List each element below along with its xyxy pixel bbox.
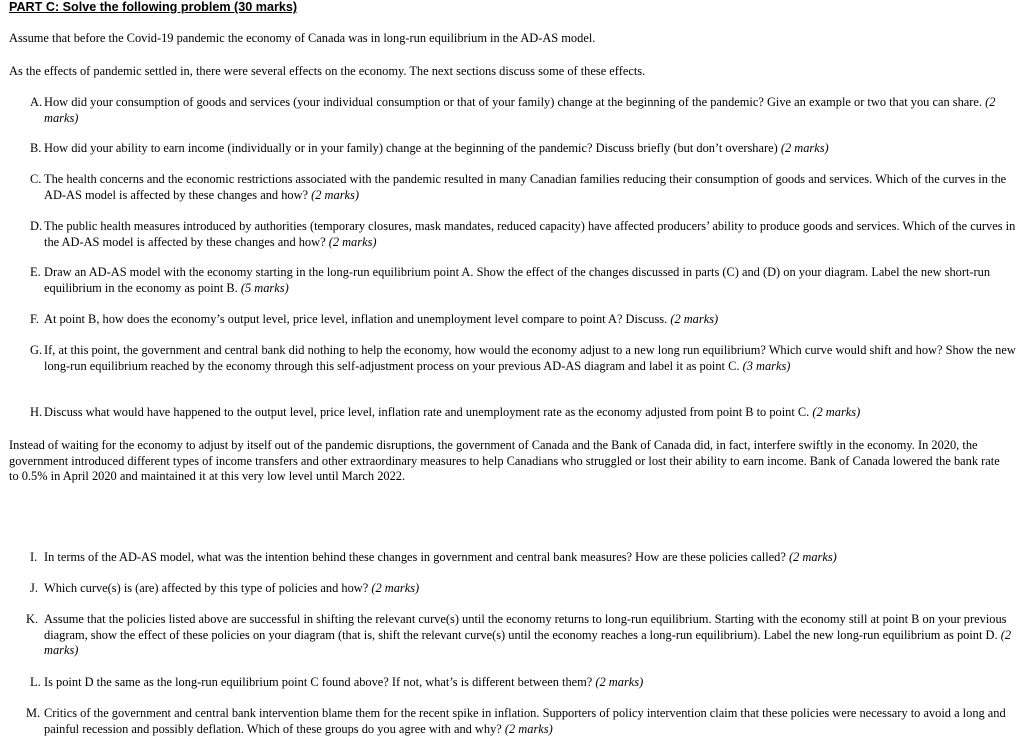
question-l — [30, 675, 1024, 691]
question-letter: F. — [30, 312, 39, 326]
question-text: Assume that the policies listed above are successful in shifting the relevant curve(s) until the economy returns to long-run equilibrium. Starting with the economy still at point B on your previous diagram, show the effect of these policies on your diagram (that is, shift the relevant curve(s) until the economy reaches a long-run equilibrium). Label the new long-run equilibrium as point D. — [44, 612, 1007, 642]
question-text: Discuss what would have happened to the output level, price level, inflation rate and unemployment rate as the economy adjusted from point B to point C. — [44, 405, 810, 419]
question-letter: G. — [30, 343, 43, 357]
question-text: How did your ability to earn income (individually or in your family) change at the beginning of the pandemic? Discuss briefly (but don’t overshare) — [44, 141, 778, 155]
question-letter: A. — [30, 95, 43, 109]
question-text: How did your consumption of goods and services (your individual consumption or that of your family) change at the beginning of the pandemic? Give an example or two that you can share. — [44, 95, 983, 109]
question-text: If, at this point, the government and central bank did nothing to help the economy, how would the economy adjust to a new long run equilibrium? Which curve would shift and how? Show the new long-run equilibrium reached by the economy through this self-adjustment process on your previous AD-AS diagram and label it as point C. — [44, 343, 1016, 373]
question-letter: I. — [30, 550, 38, 564]
question-marks: (2 marks) — [788, 550, 837, 564]
question-marks: (3 marks) — [742, 358, 791, 373]
question-marks: (2 marks) — [44, 627, 1012, 657]
question-letter: J. — [30, 581, 38, 595]
question-marks: (5 marks) — [240, 280, 289, 295]
question-d — [30, 219, 1024, 250]
question-marks: (2 marks) — [780, 141, 829, 155]
question-text: In terms of the AD-AS model, what was the intention behind these changes in government and central bank measures? How are these policies called? — [44, 550, 786, 564]
intro-paragraph-2: As the effects of pandemic settled in, there were several effects on the economy. The next sections discuss some of these effects. — [9, 64, 646, 78]
question-m — [26, 706, 1024, 737]
question-letter: E. — [30, 265, 41, 279]
question-text: At point B, how does the economy’s output level, price level, inflation and unemployment level compare to point A? Discuss. — [44, 312, 668, 326]
question-marks: (2 marks) — [595, 675, 644, 689]
question-marks: (2 marks) — [504, 721, 553, 736]
question-letter: M. — [26, 706, 41, 720]
question-b — [30, 141, 1024, 157]
question-e — [30, 265, 1024, 296]
question-marks: (2 marks) — [812, 405, 861, 419]
question-text: The public health measures introduced by authorities (temporary closures, mask mandates, reduced capacity) have affected producers’ ability to produce goods and services. Which of the curves in the AD-AS model is affected by these changes and how? — [44, 219, 1016, 249]
question-letter: D. — [30, 219, 43, 233]
question-marks: (2 marks) — [328, 234, 377, 249]
question-text: The health concerns and the economic restrictions associated with the pandemic resulted in many Canadian families reducing their consumption of goods and services. Which of the curves in the AD-AS model is affected by these changes and how? — [44, 172, 1007, 202]
question-f — [30, 312, 1024, 328]
question-a — [30, 95, 1024, 126]
question-k — [26, 612, 1024, 659]
question-j — [30, 581, 1024, 597]
question-g — [30, 343, 1024, 374]
question-text: Is point D the same as the long-run equilibrium point C found above? If not, what’s is different between them? — [44, 675, 593, 689]
question-text: Draw an AD-AS model with the economy starting in the long-run equilibrium point A. Show the effect of the changes discussed in parts (C) and (D) on your diagram. Label the new short-run equilibrium in the economy as point B. — [44, 265, 991, 295]
question-h — [30, 405, 1024, 421]
question-letter: C. — [30, 172, 42, 186]
question-i — [30, 550, 1024, 566]
part-c-heading: PART C: Solve the following problem (30 marks) — [9, 0, 298, 14]
intro-paragraph-1: Assume that before the Covid-19 pandemic the economy of Canada was in long-run equilibrium in the AD-AS model. — [9, 31, 596, 45]
question-letter: K. — [26, 612, 39, 626]
question-marks: (2 marks) — [670, 312, 719, 326]
question-marks: (2 marks) — [44, 95, 996, 125]
question-c — [30, 172, 1024, 203]
question-text: Which curve(s) is (are) affected by this type of policies and how? — [44, 581, 369, 595]
policy-context-paragraph: Instead of waiting for the economy to adjust by itself out of the pandemic disruptions, the government of Canada and the Bank of Canada did, in fact, interfere swiftly in the economy. In 2020, the government introduced different types of income transfers and other extraordinary measures to help Canadians who struggled or lost their ability to earn income. Bank of Canada lowered the bank rate to 0.5% in April 2020 and maintained it at this very low level until March 2022. — [9, 438, 1000, 483]
question-letter: H. — [30, 405, 43, 419]
question-text: Critics of the government and central bank intervention blame them for the recent spike in inflation. Supporters of policy intervention claim that these policies were necessary to avoid a long and painful recession and possibly deflation. Which of these groups do you agree with and why? — [44, 706, 1006, 736]
question-marks: (2 marks) — [371, 581, 420, 595]
question-letter: B. — [30, 141, 42, 155]
question-marks: (2 marks) — [311, 187, 359, 202]
question-letter: L. — [30, 675, 41, 689]
